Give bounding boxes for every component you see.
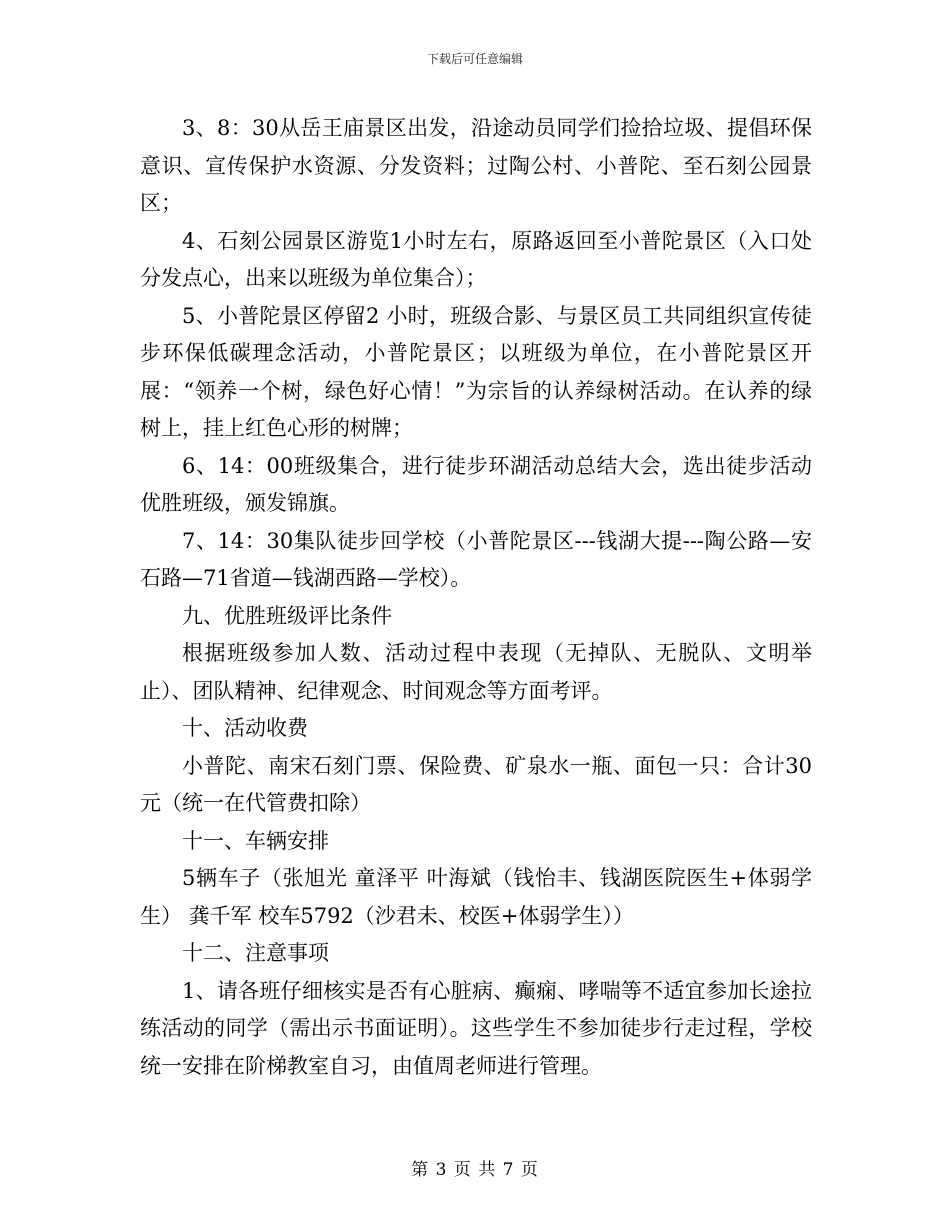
- paragraph-step-5: 5、小普陀景区停留2 小时，班级合影、与景区员工共同组织宣传徒步环保低碳理念活动，小普陀景区；以班级为单位，在小普陀景区开展：“领养一个树，绿色好心情！”为宗旨的认养绿树活动。在认养的绿树上，挂上红色心形的树牌；: [140, 303, 812, 440]
- paragraph-step-3: 3、8：30从岳王庙景区出发，沿途动员同学们捡拾垃圾、提倡环保意识、宣传保护水资源、分发资料；过陶公村、小普陀、至石刻公园景区；: [140, 116, 812, 215]
- section-heading-12: 十二、注意事项: [182, 941, 329, 965]
- paragraph-vehicles: 5辆车子（张旭光 童泽平 叶海斌（钱怡丰、钱湖医院医生+体弱学生） 龚千军 校车5792（沙君未、校医+体弱学生））: [140, 866, 812, 928]
- paragraph-step-4: 4、石刻公园景区游览1小时左右，原路返回至小普陀景区（入口处分发点心，出来以班级为单位集合）；: [140, 228, 812, 290]
- page-number: 第 3 页 共 7 页: [411, 1160, 539, 1180]
- page-header: 下载后可任意编辑: [426, 52, 523, 66]
- paragraph-notice-1: 1、请各班仔细核实是否有心脏病、癫痫、哮喘等不适宜参加长途拉练活动的同学（需出示书面证明）。这些学生不参加徒步行走过程，学校统一安排在阶梯教室自习，由值周老师进行管理。: [140, 978, 812, 1078]
- paragraph-criteria: 根据班级参加人数、活动过程中表现（无掉队、无脱队、文明举止）、团队精神、纪律观念、时间观念等方面考评。: [140, 641, 812, 703]
- paragraph-step-7: 7、14：30集队徒步回学校（小普陀景区---钱湖大提---陶公路—安石路—71省道—钱湖西路—学校）。: [140, 528, 812, 590]
- paragraph-fees: 小普陀、南宋石刻门票、保险费、矿泉水一瓶、面包一只：合计30元（统一在代管费扣除）: [140, 753, 812, 815]
- paragraph-step-6: 6、14：00班级集合，进行徒步环湖活动总结大会，选出徒步活动优胜班级，颁发锦旗。: [140, 453, 812, 515]
- section-heading-10: 十、活动收费: [182, 716, 308, 740]
- section-heading-11: 十一、车辆安排: [182, 828, 329, 853]
- document-body: [140, 110, 812, 1085]
- section-heading-9: 九、优胜班级评比条件: [182, 603, 392, 628]
